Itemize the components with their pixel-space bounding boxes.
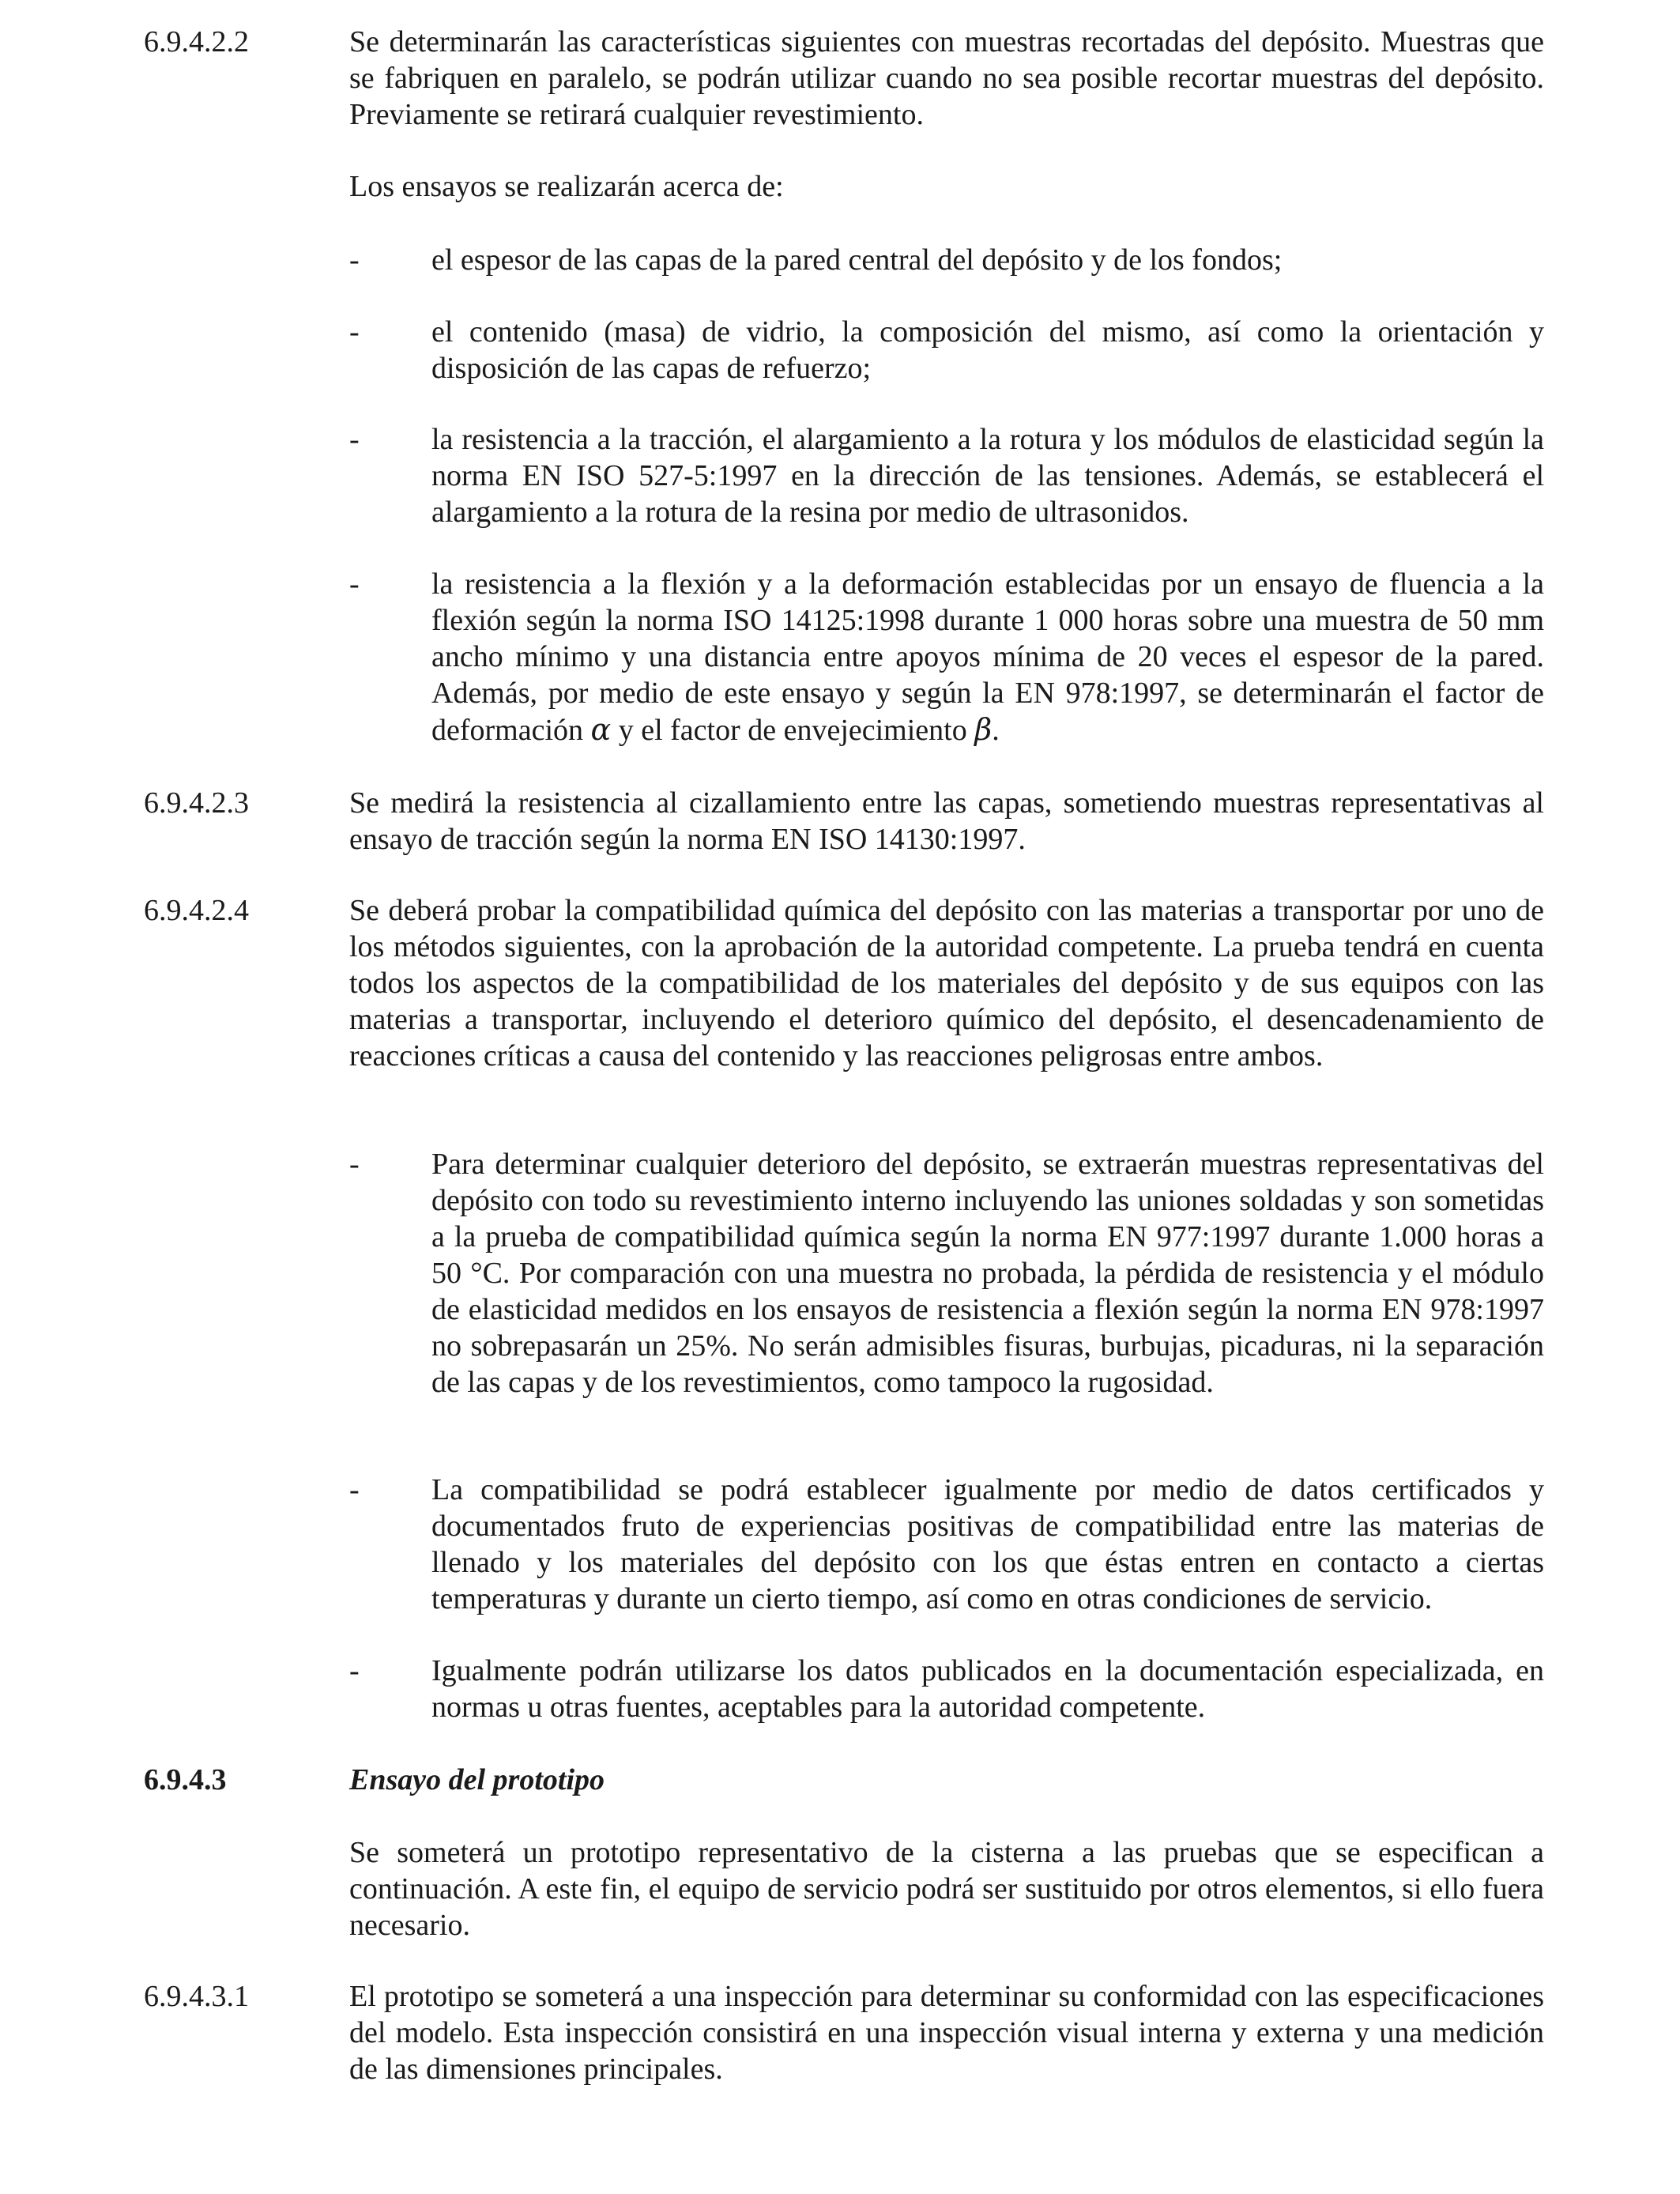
paragraph: Se determinarán las características siguientes con muestras recortadas del depósito. Muestras que se fabriquen en paralelo, se podrán utilizar cuando no sea posible recortar muestras del depósito. Previamente se retirará cualquier revestimiento. (349, 25, 1544, 131)
list-item (431, 566, 1544, 748)
section-number: 6.9.4.3.1 (144, 1980, 249, 2013)
list-item: Para determinar cualquier deterioro del depósito, se extraerán muestras representativas del depósito con todo su revestimiento interno incluyendo las uniones soldadas y son sometidas a la prueba de compatibilidad química según la norma EN 977:1997 durante 1.000 horas a 50 °C. Por comparación con una muestra no probada, la pérdida de resistencia y el módulo de elasticidad medidos en los ensayos de resistencia a flexión según la norma EN 978:1997 no sobrepasarán un 25%. No serán admisibles fisuras, burbujas, picaduras, ni la separación de las capas y de los revestimientos, como tampoco la rugosidad. (431, 1148, 1544, 1399)
paragraph: Los ensayos se realizarán acerca de: (349, 170, 784, 203)
list-dash: - (349, 423, 360, 456)
paragraph: Se someterá un prototipo representativo de la cisterna a las pruebas que se especifican a continuación. A este fin, el equipo de servicio podrá ser sustituido por otros elementos, si ello fuera necesario. (349, 1836, 1544, 1942)
paragraph: Se medirá la resistencia al cizallamiento entre las capas, sometiendo muestras representativas al ensayo de tracción según la norma EN ISO 14130:1997. (349, 786, 1544, 856)
alpha-symbol: α (590, 712, 612, 747)
list-dash: - (349, 243, 360, 277)
list-item: el contenido (masa) de vidrio, la composición del mismo, así como la orientación y disposición de las capas de refuerzo; (431, 315, 1544, 385)
list-item-text: . (992, 714, 1000, 747)
list-item-text: y el factor de envejecimiento (618, 714, 967, 747)
list-dash: - (349, 1473, 360, 1506)
list-item-text: la resistencia a la flexión y a la deformación establecidas por un ensayo de fluencia a la flexión según la norma ISO 14125:1998 durante 1 000 horas sobre una muestra de 50 mm ancho mínimo y una distancia entre apoyos mínima de 20 veces el espesor de la pared. Además, por medio de este ensayo y según la EN 978:1997, se determinarán el factor de deformación (431, 567, 1544, 747)
list-dash: - (349, 315, 360, 349)
section-heading: Ensayo del prototipo (349, 1763, 605, 1796)
section-number: 6.9.4.2.3 (144, 786, 249, 820)
section-number: 6.9.4.2.2 (144, 25, 249, 58)
list-item: el espesor de las capas de la pared central del depósito y de los fondos; (431, 243, 1283, 277)
list-dash: - (349, 1148, 360, 1181)
list-item: la resistencia a la tracción, el alargamiento a la rotura y los módulos de elasticidad según la norma EN ISO 527-5:1997 en la dirección de las tensiones. Además, se establecerá el alargamiento a la rotura de la resina por medio de ultrasonidos. (431, 423, 1544, 529)
beta-symbol: β (974, 712, 993, 747)
list-item: La compatibilidad se podrá establecer igualmente por medio de datos certificados y documentados fruto de experiencias positivas de compatibilidad entre las materias de llenado y los materiales del depósito con los que éstas entren en contacto a ciertas temperaturas y durante un cierto tiempo, así como en otras condiciones de servicio. (431, 1473, 1544, 1615)
list-dash: - (349, 567, 360, 601)
section-number: 6.9.4.2.4 (144, 894, 249, 927)
paragraph: Se deberá probar la compatibilidad química del depósito con las materias a transportar por uno de los métodos siguientes, con la aprobación de la autoridad competente. La prueba tendrá en cuenta todos los aspectos de la compatibilidad de los materiales del depósito y de sus equipos con las materias a transportar, incluyendo el deterioro químico del depósito, el desencadenamiento de reacciones críticas a causa del contenido y las reacciones peligrosas entre ambos. (349, 894, 1544, 1072)
list-item: Igualmente podrán utilizarse los datos publicados en la documentación especializada, en normas u otras fuentes, aceptables para la autoridad competente. (431, 1654, 1544, 1724)
list-dash: - (349, 1654, 360, 1687)
paragraph: El prototipo se someterá a una inspección para determinar su conformidad con las especificaciones del modelo. Esta inspección consistirá en una inspección visual interna y externa y una medición de las dimensiones principales. (349, 1980, 1544, 2086)
section-number: 6.9.4.3 (144, 1763, 227, 1796)
